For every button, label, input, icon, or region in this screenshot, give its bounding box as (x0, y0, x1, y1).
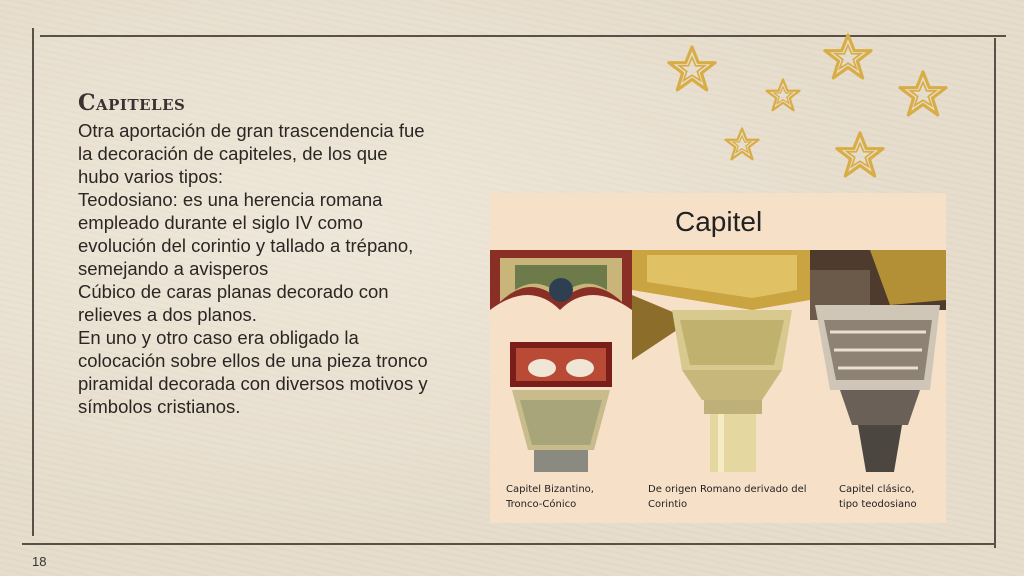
star-icon (669, 47, 715, 90)
caption-line: tipo teodosiano (839, 499, 917, 510)
body-paragraph: Otra aportación de gran trascendencia fue la decoración de capiteles, de los que hubo varios tipos: (78, 120, 425, 187)
capital-photo-byzantine (490, 250, 632, 472)
slide-body (78, 119, 428, 418)
body-paragraph: Cúbico de caras planas decorado con relieves a dos planos. (78, 281, 389, 325)
star-icon (726, 129, 759, 160)
capital-photo-corinthian (632, 250, 810, 472)
star-icon (900, 72, 946, 115)
caption-line: De origen Romano derivado del (648, 484, 807, 495)
caption-line: Corintio (648, 499, 688, 510)
caption-line: Capitel Bizantino, (506, 484, 594, 495)
caption-corinthian (648, 482, 807, 512)
capital-photo-theodosian (810, 250, 946, 472)
star-icon (837, 133, 883, 176)
star-icon (767, 80, 800, 111)
caption-line: Tronco-Cónico (506, 499, 577, 510)
figure-title: Capitel (675, 206, 763, 237)
caption-theodosian (839, 482, 917, 512)
body-paragraph: En uno y otro caso era obligado la colocación sobre ellos de una pieza tronco piramidal decorada con diversos motivos y símbolos cristianos. (78, 327, 428, 417)
frame-line-bottom (22, 543, 994, 545)
page-number: 18 (32, 554, 47, 569)
caption-byzantine (506, 482, 594, 512)
star-icon (825, 35, 871, 78)
body-paragraph: Teodosiano: es una herencia romana empleado durante el siglo IV como evolución del corintio y tallado a trépano, semejando a avisperos (78, 189, 414, 279)
caption-line: Capitel clásico, (839, 484, 915, 495)
slide-title: Capiteles (78, 90, 186, 116)
